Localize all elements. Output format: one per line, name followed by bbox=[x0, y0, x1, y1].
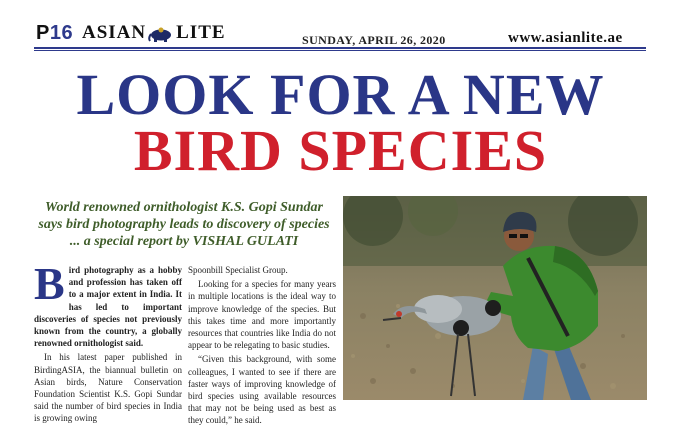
photo-ornithologist-with-crane-icon bbox=[343, 196, 647, 400]
masthead bbox=[0, 0, 681, 50]
brand-right: LITE bbox=[176, 22, 226, 43]
col2-paragraph-1: Spoonbill Specialist Group. bbox=[188, 265, 288, 275]
article-photo bbox=[343, 196, 647, 400]
col2-paragraph-2: Looking for a species for many years in multiple locations is the ideal way to improve knowledge of the species. But this takes time and more importantly resources that countries like India do not appear to be relegating to basic studies. bbox=[188, 279, 336, 351]
article-deck: World renowned ornithologist K.S. Gopi Sundar says bird photography leads to discovery of species ... a special report by VISHAL GULATI bbox=[38, 200, 330, 249]
website-url[interactable]: www.asianlite.ae bbox=[508, 30, 623, 46]
article-column-2 bbox=[188, 264, 336, 429]
elephant-emblem-icon bbox=[148, 26, 174, 42]
page-number: P16 bbox=[36, 22, 74, 44]
lead-paragraph: ird photography as a hobby and profession has taken off to a major extent in India. It has led to important discoveries of species not previously known from the country, a globally renowned ornithologist said. bbox=[34, 265, 182, 349]
headline-line-1: LOOK FOR A NEW bbox=[76, 62, 605, 127]
issue-date: SUNDAY, APRIL 26, 2020 bbox=[302, 33, 446, 47]
brand-logo bbox=[82, 22, 226, 44]
drop-cap: B bbox=[34, 258, 65, 309]
masthead-rule bbox=[34, 47, 646, 49]
headline-line-2: BIRD SPECIES bbox=[133, 118, 548, 183]
article-column-1 bbox=[34, 258, 182, 427]
brand-left: ASIAN bbox=[82, 22, 147, 43]
paragraph-2: In his latest paper published in BirdingASIA, the biannual bulletin on Asian birds, Nature Conservation Foundation Scientist K.S. Gopi Sundar said the number of bird species in India is growing owing bbox=[34, 352, 182, 424]
col2-paragraph-3: “Given this background, with some colleagues, I wanted to see if there are faster ways of improving knowledge of bird species using available resources that may not be being used as best as they could,” he said. bbox=[188, 354, 336, 426]
masthead-rule-thin bbox=[34, 50, 646, 51]
